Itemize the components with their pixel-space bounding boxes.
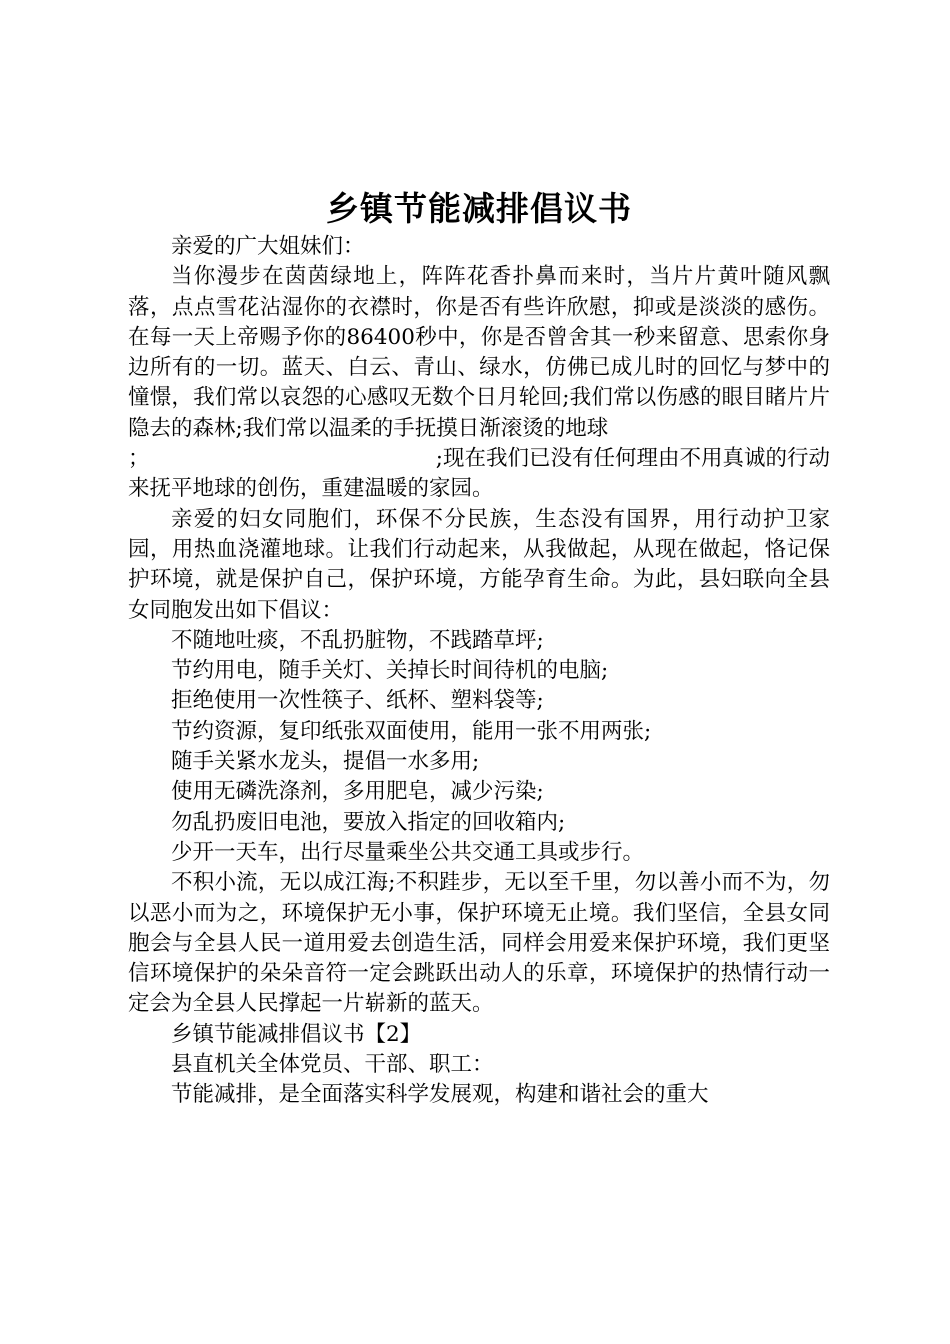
document-page	[128, 0, 830, 1344]
salutation: 亲爱的广大姐妹们：	[171, 234, 365, 259]
semicolon-line	[128, 444, 830, 474]
paragraph-call: 亲爱的妇女同胞们，环保不分民族，生态没有国界，用行动护卫家园，用热血浇灌地球。让我们行动起来，从我做起，从现在做起，恪记保护环境，就是保护自己，保护环境，方能孕育生命。为此，县妇联向全县女同胞发出如下倡议：	[128, 506, 830, 623]
paragraph-closing: 不积小流，无以成江海;不积跬步，无以至千里，勿以善小而不为，勿以恶小而为之，环境保护无小事，保护环境无止境。我们坚信，全县女同胞会与全县人民一道用爱去创造生活，同样会用爱来保护环境，我们更坚信环境保护的朵朵音符一定会跳跃出动人的乐章，环境保护的热情行动一定会为全县人民撑起一片崭新的蓝天。	[128, 870, 830, 1017]
proposal-item: 少开一天车，出行尽量乘坐公共交通工具或步行。	[171, 839, 645, 865]
paragraph-intro: 当你漫步在茵茵绿地上，阵阵花香扑鼻而来时，当片片黄叶随风飘落，点点雪花沾湿你的衣襟时，你是否有些许欣慰，抑或是淡淡的感伤。在每一天上帝赐予你的86400秒中，你是否曾舍其一秒来留意、思索你身边所有的一切。蓝天、白云、青山、绿水，仿佛已成儿时的回忆与梦中的憧憬，我们常以哀怨的心感叹无数个日月轮回;我们常以伤感的眼目睹片片隐去的森林;我们常以温柔的手抚摸日渐滚烫的地球	[128, 264, 830, 441]
second-heading: 乡镇节能减排倡议书【2】	[171, 1021, 422, 1047]
document-body	[128, 232, 830, 1111]
second-salutation: 县直机关全体党员、干部、职工：	[171, 1052, 494, 1078]
proposal-item: 拒绝使用一次性筷子、纸杯、塑料袋等;	[171, 688, 544, 714]
document-title: 乡镇节能减排倡议书	[326, 189, 632, 228]
proposal-item: 节约用电，随手关灯、关掉长时间待机的电脑;	[171, 658, 609, 684]
second-paragraph: 节能减排，是全面落实科学发展观，构建和谐社会的重大	[171, 1082, 709, 1108]
proposal-item: 使用无磷洗涤剂，多用肥皂，减少污染;	[171, 779, 544, 805]
proposal-item: 勿乱扔废旧电池，要放入指定的回收箱内;	[171, 809, 566, 835]
semicolon-line-text: ;现在我们已没有任何理由不用真诚的行动	[435, 446, 830, 472]
proposal-item: 不随地吐痰，不乱扔脏物，不践踏草坪;	[171, 627, 544, 653]
paragraph-intro-end: 来抚平地球的创伤，重建温暖的家园。	[128, 476, 494, 502]
proposal-item: 节约资源，复印纸张双面使用，能用一张不用两张;	[171, 718, 652, 744]
proposal-item: 随手关紧水龙头，提倡一水多用;	[171, 749, 480, 775]
semicolon-gap-start: ；	[128, 446, 150, 472]
